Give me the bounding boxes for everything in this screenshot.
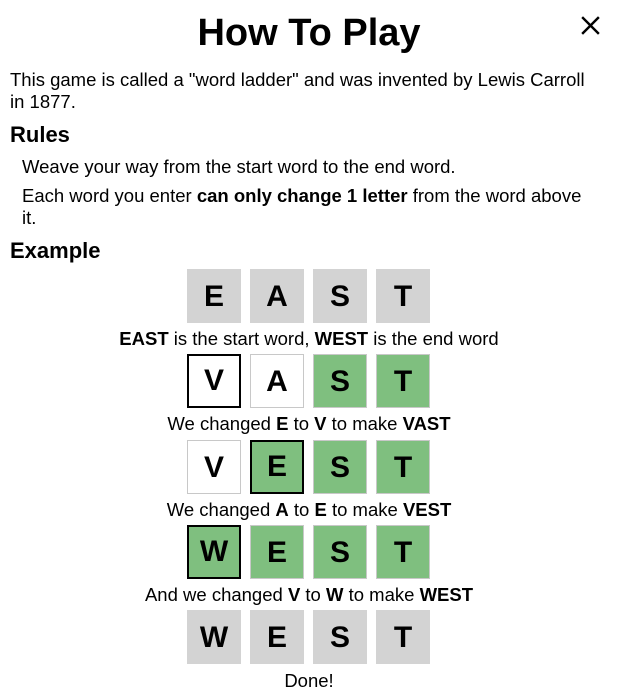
- letter-tile: S: [313, 440, 367, 494]
- letter-tile: E: [250, 440, 304, 494]
- close-button[interactable]: [576, 11, 606, 41]
- caption-step-3: [0, 584, 618, 606]
- letter-tile: S: [313, 525, 367, 579]
- letter-tile: S: [313, 610, 367, 664]
- caption-letter: A: [275, 499, 289, 520]
- caption-word: WEST: [419, 584, 474, 605]
- letter-tile: S: [313, 354, 367, 408]
- rule-2-emphasis: can only change 1 letter: [196, 185, 408, 206]
- caption-text: We changed: [167, 413, 277, 434]
- caption-text: to: [288, 499, 315, 520]
- letter-tile: A: [250, 354, 304, 408]
- caption-text: to make: [326, 413, 403, 434]
- letter-tile: V: [187, 354, 241, 408]
- caption-text: to: [300, 584, 326, 605]
- modal-title: How To Play: [197, 12, 421, 54]
- close-icon: [576, 11, 606, 41]
- letter-tile: T: [376, 440, 430, 494]
- caption-text: to make: [326, 499, 403, 520]
- caption-start-end: [0, 328, 618, 350]
- example-row-3: [187, 440, 432, 496]
- rule-2: [22, 185, 592, 229]
- letter-tile: E: [250, 525, 304, 579]
- rule-2-text: Each word you enter: [22, 185, 197, 206]
- caption-letter: E: [314, 499, 327, 520]
- caption-letter: V: [287, 584, 301, 605]
- caption-text: is the end word: [368, 328, 499, 349]
- letter-tile: V: [187, 440, 241, 494]
- caption-text: to make: [343, 584, 420, 605]
- caption-done: Done!: [284, 670, 334, 691]
- letter-tile: E: [250, 610, 304, 664]
- example-row-4: [187, 525, 432, 581]
- letter-tile: A: [250, 269, 304, 323]
- example-row-5: [187, 610, 432, 666]
- letter-tile: W: [187, 525, 241, 579]
- caption-step-1: [0, 413, 618, 435]
- rules-heading: Rules: [10, 122, 70, 147]
- example-row-1: [187, 269, 432, 325]
- example-heading: Example: [10, 238, 101, 263]
- caption-letter: E: [276, 413, 289, 434]
- caption-text: And we changed: [144, 584, 288, 605]
- caption-letter: V: [314, 413, 327, 434]
- rule-1: Weave your way from the start word to the end word.: [22, 156, 456, 177]
- caption-text: is the start word,: [168, 328, 315, 349]
- caption-word: EAST: [119, 328, 169, 349]
- caption-text: to: [288, 413, 315, 434]
- letter-tile: T: [376, 354, 430, 408]
- letter-tile: S: [313, 269, 367, 323]
- caption-word: VAST: [402, 413, 451, 434]
- letter-tile: T: [376, 525, 430, 579]
- letter-tile: W: [187, 610, 241, 664]
- letter-tile: E: [187, 269, 241, 323]
- rule-2-text-end: from the word above it.: [22, 185, 582, 228]
- intro-text: This game is called a "word ladder" and was invented by Lewis Carroll in 1877.: [10, 69, 585, 112]
- caption-letter: W: [326, 584, 344, 605]
- caption-word: VEST: [402, 499, 452, 520]
- example-row-2: [187, 354, 432, 410]
- letter-tile: T: [376, 610, 430, 664]
- caption-text: We changed: [166, 499, 276, 520]
- caption-step-2: [0, 499, 618, 521]
- letter-tile: T: [376, 269, 430, 323]
- caption-word: WEST: [314, 328, 369, 349]
